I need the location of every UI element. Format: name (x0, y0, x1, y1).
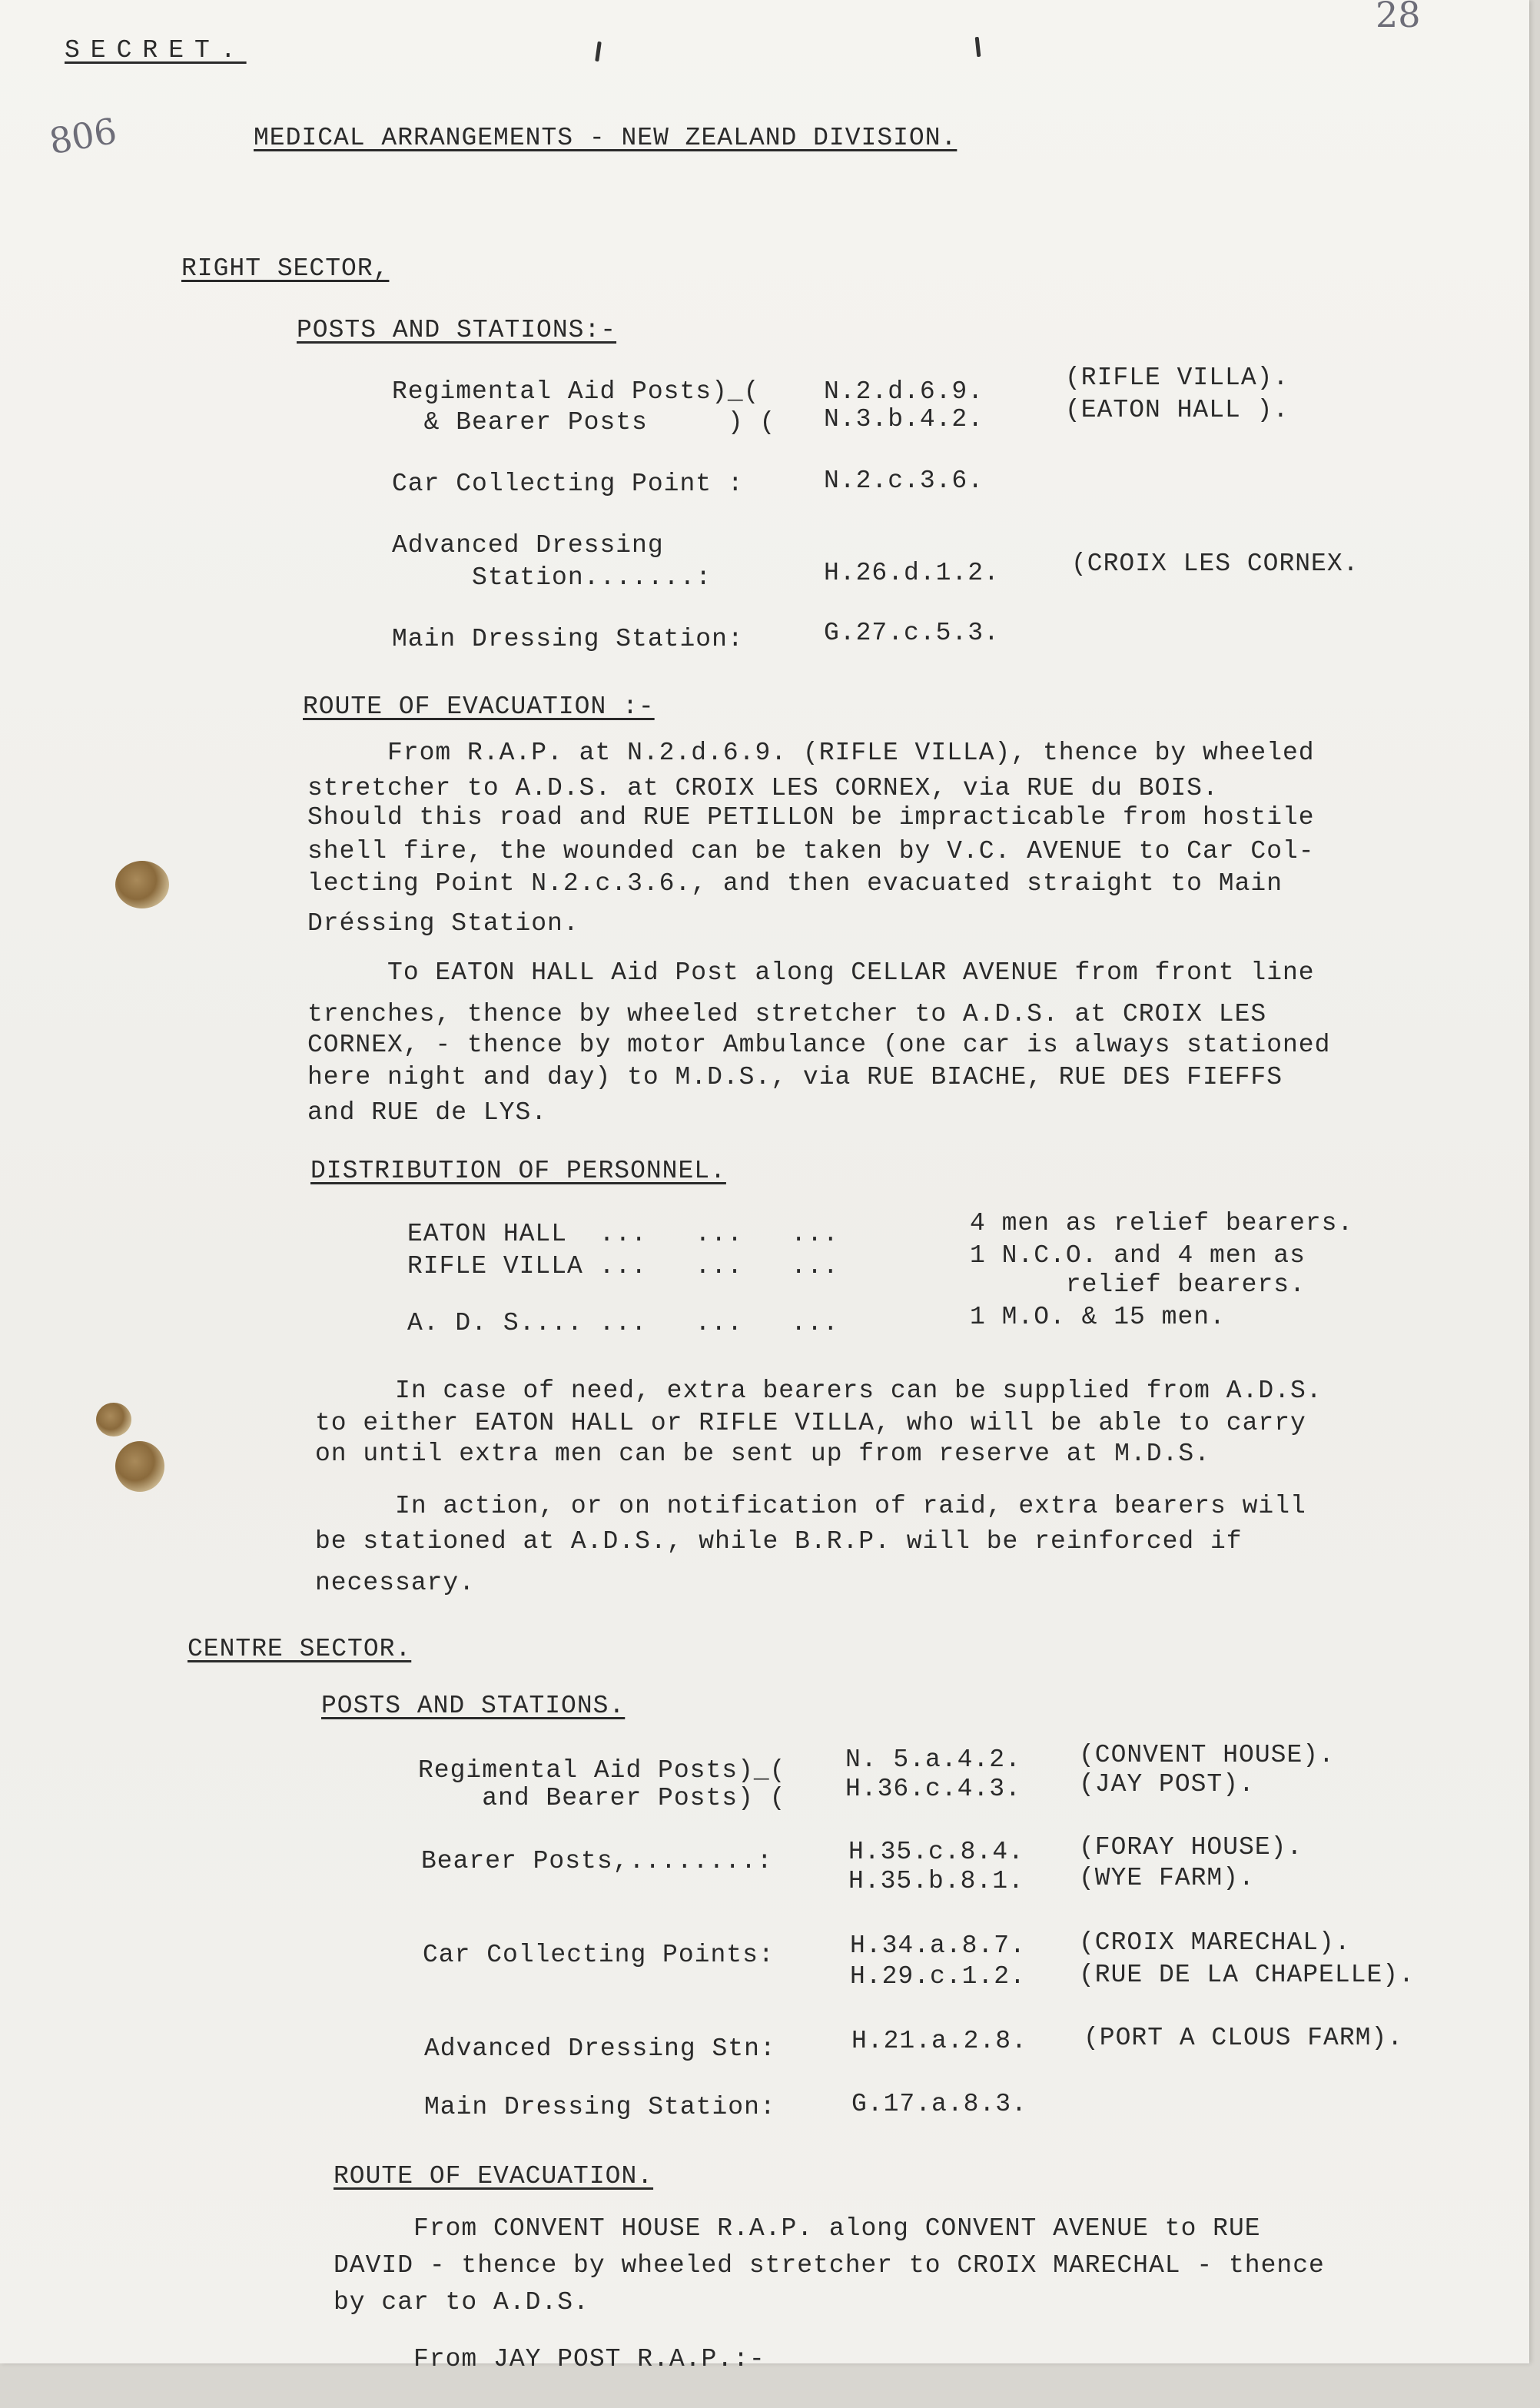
text-line: to either EATON HALL or RIFLE VILLA, who will be able to carry (315, 1409, 1306, 1437)
text-line-cutoff: From JAY POST R.A.P.:- (334, 2345, 765, 2373)
text-line: To EATON HALL Aid Post along CELLAR AVENUE from front line (307, 958, 1315, 987)
text-line: From CONVENT HOUSE R.A.P. along CONVENT AVENUE to RUE (334, 2214, 1261, 2243)
grid-ref: H.36.c.4.3. (845, 1775, 1021, 1803)
centre-posts-heading: POSTS AND STATIONS. (321, 1692, 626, 1720)
centre-sector-heading: CENTRE SECTOR. (188, 1635, 412, 1663)
grid-ref: G.27.c.5.3. (824, 619, 1000, 647)
text-line: by car to A.D.S. (334, 2288, 589, 2317)
text-line: In case of need, extra bearers can be supplied from A.D.S. (315, 1377, 1323, 1405)
grid-ref: H.26.d.1.2. (824, 559, 1000, 587)
text-line: CORNEX, - thence by motor Ambulance (one car is always stationed (307, 1031, 1331, 1059)
text-line: From R.A.P. at N.2.d.6.9. (RIFLE VILLA), thence by wheeled (307, 739, 1315, 767)
post-label: Main Dressing Station: (392, 625, 760, 653)
grid-ref: N.3.b.4.2. (824, 405, 984, 433)
grid-ref: H.34.a.8.7. (850, 1931, 1026, 1960)
personnel-place: A. D. S.... ... ... ... (407, 1309, 855, 1337)
post-label: Station.......: (392, 563, 728, 592)
place-name: (CONVENT HOUSE). (1079, 1741, 1335, 1769)
post-label: Advanced Dressing Stn: (424, 2034, 792, 2063)
classification: SECRET. (65, 36, 247, 65)
text-line: be stationed at A.D.S., while B.R.P. will be reinforced if (315, 1527, 1243, 1556)
text-line: Should this road and RUE PETILLON be impracticable from hostile (307, 803, 1315, 832)
right-sector-heading: RIGHT SECTOR, (181, 254, 390, 283)
centre-route-heading: ROUTE OF EVACUATION. (334, 2162, 654, 2190)
text-line: Dréssing Station. (307, 909, 579, 938)
right-route-heading: ROUTE OF EVACUATION :- (303, 693, 655, 721)
personnel-place: RIFLE VILLA ... ... ... (407, 1252, 855, 1280)
personnel-place: EATON HALL ... ... ... (407, 1220, 855, 1248)
text-line: and RUE de LYS. (307, 1098, 548, 1127)
place-name: (PORT A CLOUS FARM). (1084, 2024, 1404, 2052)
grid-ref: G.17.a.8.3. (851, 2090, 1027, 2118)
pencil-mark (595, 42, 602, 61)
post-label: and Bearer Posts) ( (418, 1784, 786, 1812)
grid-ref: N.2.d.6.9. (824, 377, 984, 406)
text-line: here night and day) to M.D.S., via RUE BIACHE, RUE DES FIEFFS (307, 1063, 1283, 1091)
grid-ref: H.29.c.1.2. (850, 1962, 1026, 1991)
text-line: lecting Point N.2.c.3.6., and then evacuated straight to Main (307, 869, 1283, 898)
text-line: trenches, thence by wheeled stretcher to A.D.S. at CROIX LES (307, 1000, 1267, 1028)
personnel-assignment: 1 N.C.O. and 4 men as (970, 1241, 1306, 1270)
place-name: (CROIX MARECHAL). (1079, 1928, 1351, 1957)
page-number: 28 (1376, 0, 1421, 35)
post-label: Car Collecting Points: (423, 1941, 791, 1969)
text-line: shell fire, the wounded can be taken by V.C. AVENUE to Car Col- (307, 837, 1315, 865)
document-title: MEDICAL ARRANGEMENTS - NEW ZEALAND DIVISION. (254, 124, 958, 152)
post-label: Car Collecting Point : (392, 470, 760, 498)
text-line: In action, or on notification of raid, extra bearers will (315, 1492, 1306, 1520)
post-label: Regimental Aid Posts)_( (418, 1756, 786, 1785)
personnel-assignment: 4 men as relief bearers. (970, 1209, 1354, 1237)
post-label: Advanced Dressing (392, 531, 664, 560)
grid-ref: N.2.c.3.6. (824, 467, 984, 495)
place-name: (FORAY HOUSE). (1079, 1833, 1303, 1862)
place-name: (CROIX LES CORNEX. (1071, 550, 1359, 578)
text-line: necessary. (315, 1569, 476, 1597)
text-line: DAVID - thence by wheeled stretcher to CROIX MARECHAL - thence (334, 2251, 1325, 2280)
place-name: (EATON HALL ). (1065, 396, 1289, 424)
personnel-assignment: relief bearers. (970, 1270, 1306, 1299)
place-name: (JAY POST). (1079, 1770, 1255, 1799)
right-posts-heading: POSTS AND STATIONS:- (297, 316, 617, 344)
post-label: Bearer Posts,........: (421, 1847, 789, 1875)
grid-ref: H.35.b.8.1. (848, 1867, 1024, 1895)
text-line: stretcher to A.D.S. at CROIX LES CORNEX, via RUE du BOIS. (307, 774, 1219, 802)
punch-hole (96, 1403, 131, 1436)
post-label: Main Dressing Station: (424, 2093, 792, 2121)
punch-hole (115, 861, 169, 908)
text-line: on until extra men can be sent up from reserve at M.D.S. (315, 1440, 1210, 1468)
place-name: (WYE FARM). (1079, 1864, 1255, 1892)
place-name: (RIFLE VILLA). (1065, 364, 1289, 392)
personnel-assignment: 1 M.O. & 15 men. (970, 1303, 1226, 1331)
grid-ref: H.35.c.8.4. (848, 1838, 1024, 1866)
handwritten-ref: 806 (45, 109, 120, 163)
post-label: Regimental Aid Posts)_( (392, 377, 760, 406)
place-name: (RUE DE LA CHAPELLE). (1079, 1961, 1415, 1989)
punch-hole (115, 1441, 164, 1492)
grid-ref: N. 5.a.4.2. (845, 1745, 1021, 1774)
post-label: & Bearer Posts ) ( (392, 408, 776, 437)
right-personnel-heading: DISTRIBUTION OF PERSONNEL. (310, 1157, 726, 1185)
grid-ref: H.21.a.2.8. (851, 2027, 1027, 2055)
pencil-mark (975, 37, 981, 57)
